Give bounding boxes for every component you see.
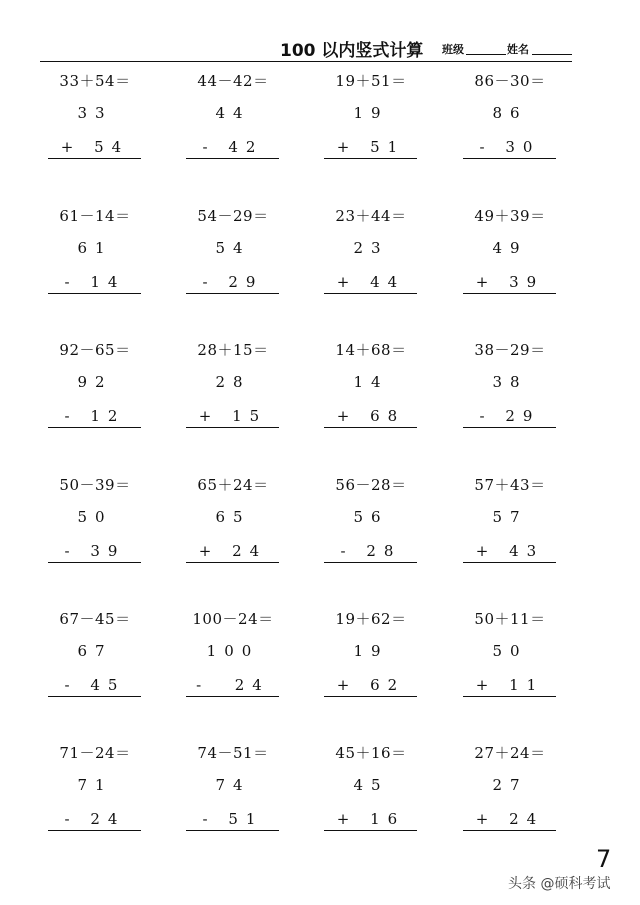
problem-expression: 27＋24＝: [474, 744, 546, 762]
problem-bottom-operand: + 51: [336, 138, 406, 156]
problem-top-operand: 49: [492, 239, 528, 257]
problem-bottom-operand: - 45: [64, 676, 126, 694]
problem-expression: 92－65＝: [59, 341, 131, 359]
header-divider: [40, 61, 572, 62]
problem-bottom-operand: - 14: [64, 273, 126, 291]
problem-expression: 57＋43＝: [474, 476, 546, 494]
problem-bottom-operand: - 30: [479, 138, 541, 156]
problem: [311, 339, 431, 434]
problem: [450, 70, 570, 165]
problem: [311, 742, 431, 837]
problem-top-operand: 56: [353, 508, 389, 526]
class-blank-line: [466, 54, 506, 55]
problem: [311, 70, 431, 165]
problem-bottom-operand: - 29: [202, 273, 264, 291]
problem-top-operand: 86: [492, 104, 528, 122]
answer-line: [324, 427, 417, 428]
answer-line: [463, 293, 556, 294]
problem: [173, 608, 293, 703]
problem: [35, 742, 155, 837]
problem-top-operand: 61: [77, 239, 113, 257]
answer-line: [186, 158, 279, 159]
problem-expression: 54－29＝: [197, 207, 269, 225]
problem: [173, 70, 293, 165]
problem-expression: 50－39＝: [59, 476, 131, 494]
problem-expression: 71－24＝: [59, 744, 131, 762]
problem-bottom-operand: + 15: [198, 407, 268, 425]
problem-top-operand: 44: [215, 104, 251, 122]
problem-expression: 50＋11＝: [474, 610, 546, 628]
problem-expression: 49＋39＝: [474, 207, 546, 225]
problem-bottom-operand: + 24: [475, 810, 545, 828]
problem-expression: 44－42＝: [197, 72, 269, 90]
problem-expression: 14＋68＝: [335, 341, 407, 359]
problem: [450, 205, 570, 300]
problem-bottom-operand: - 24: [196, 676, 270, 694]
name-blank-line: [532, 54, 572, 55]
worksheet-header: [0, 36, 640, 60]
problem: [450, 608, 570, 703]
answer-line: [186, 427, 279, 428]
problem-bottom-operand: - 51: [202, 810, 264, 828]
problem: [450, 339, 570, 434]
answer-line: [463, 562, 556, 563]
problem: [173, 339, 293, 434]
problem: [35, 205, 155, 300]
problem-top-operand: 92: [77, 373, 113, 391]
answer-line: [48, 830, 141, 831]
answer-line: [186, 562, 279, 563]
problem-top-operand: 28: [215, 373, 251, 391]
problem-bottom-operand: + 44: [336, 273, 406, 291]
answer-line: [324, 696, 417, 697]
problem-expression: 100－24＝: [192, 610, 274, 628]
problem-top-operand: 50: [492, 642, 528, 660]
problem-top-operand: 23: [353, 239, 389, 257]
problem-top-operand: 67: [77, 642, 113, 660]
problem-bottom-operand: + 62: [336, 676, 406, 694]
page-number: 7: [596, 845, 612, 873]
problem-top-operand: 54: [215, 239, 251, 257]
problem-bottom-operand: + 39: [475, 273, 545, 291]
problem-expression: 74－51＝: [197, 744, 269, 762]
problem-bottom-operand: - 28: [340, 542, 402, 560]
problem-top-operand: 65: [215, 508, 251, 526]
problem-bottom-operand: + 16: [336, 810, 406, 828]
answer-line: [463, 830, 556, 831]
problem-top-operand: 71: [77, 776, 113, 794]
problem-expression: 19＋51＝: [335, 72, 407, 90]
problem-expression: 61－14＝: [59, 207, 131, 225]
problem-top-operand: 19: [353, 104, 389, 122]
name-label: 姓名: [507, 43, 529, 56]
problem: [173, 205, 293, 300]
problem-top-operand: 33: [77, 104, 113, 122]
problem-bottom-operand: - 24: [64, 810, 126, 828]
problem: [35, 474, 155, 569]
answer-line: [186, 696, 279, 697]
problem-expression: 19＋62＝: [335, 610, 407, 628]
problem: [450, 474, 570, 569]
problem-bottom-operand: + 68: [336, 407, 406, 425]
problem: [311, 608, 431, 703]
answer-line: [324, 158, 417, 159]
problem: [35, 339, 155, 434]
problem: [450, 742, 570, 837]
problem-expression: 67－45＝: [59, 610, 131, 628]
problem-top-operand: 14: [353, 373, 389, 391]
answer-line: [48, 427, 141, 428]
answer-line: [463, 427, 556, 428]
problem-bottom-operand: + 11: [475, 676, 545, 694]
problem-expression: 65＋24＝: [197, 476, 269, 494]
class-label: 班级: [442, 43, 464, 56]
problem-expression: 23＋44＝: [335, 207, 407, 225]
answer-line: [48, 696, 141, 697]
problem-bottom-operand: - 12: [64, 407, 126, 425]
problem-bottom-operand: + 54: [60, 138, 130, 156]
problem-expression: 56－28＝: [335, 476, 407, 494]
problem-bottom-operand: - 42: [202, 138, 264, 156]
problem-bottom-operand: + 43: [475, 542, 545, 560]
answer-line: [186, 830, 279, 831]
answer-line: [324, 830, 417, 831]
problem-bottom-operand: - 29: [479, 407, 541, 425]
answer-line: [463, 158, 556, 159]
problem: [311, 474, 431, 569]
problem-expression: 38－29＝: [474, 341, 546, 359]
answer-line: [186, 293, 279, 294]
problem: [311, 205, 431, 300]
problem-expression: 28＋15＝: [197, 341, 269, 359]
answer-line: [463, 696, 556, 697]
answer-line: [324, 293, 417, 294]
watermark: 头条 @硕科考试: [508, 876, 611, 892]
problem-bottom-operand: + 24: [198, 542, 268, 560]
problem: [173, 474, 293, 569]
problem-top-operand: 74: [215, 776, 251, 794]
problem-expression: 45＋16＝: [335, 744, 407, 762]
problem-expression: 33＋54＝: [59, 72, 131, 90]
answer-line: [48, 158, 141, 159]
answer-line: [48, 562, 141, 563]
problem-expression: 86－30＝: [474, 72, 546, 90]
problem: [35, 70, 155, 165]
problem-top-operand: 57: [492, 508, 528, 526]
answer-line: [324, 562, 417, 563]
problem-top-operand: 19: [353, 642, 389, 660]
problem-top-operand: 50: [77, 508, 113, 526]
problem: [173, 742, 293, 837]
problem-top-operand: 27: [492, 776, 528, 794]
worksheet-title: 100 以内竖式计算: [280, 41, 424, 61]
problem-top-operand: 45: [353, 776, 389, 794]
problem: [35, 608, 155, 703]
problem-bottom-operand: - 39: [64, 542, 126, 560]
answer-line: [48, 293, 141, 294]
problem-top-operand: 38: [492, 373, 528, 391]
problem-top-operand: 100: [206, 642, 260, 660]
